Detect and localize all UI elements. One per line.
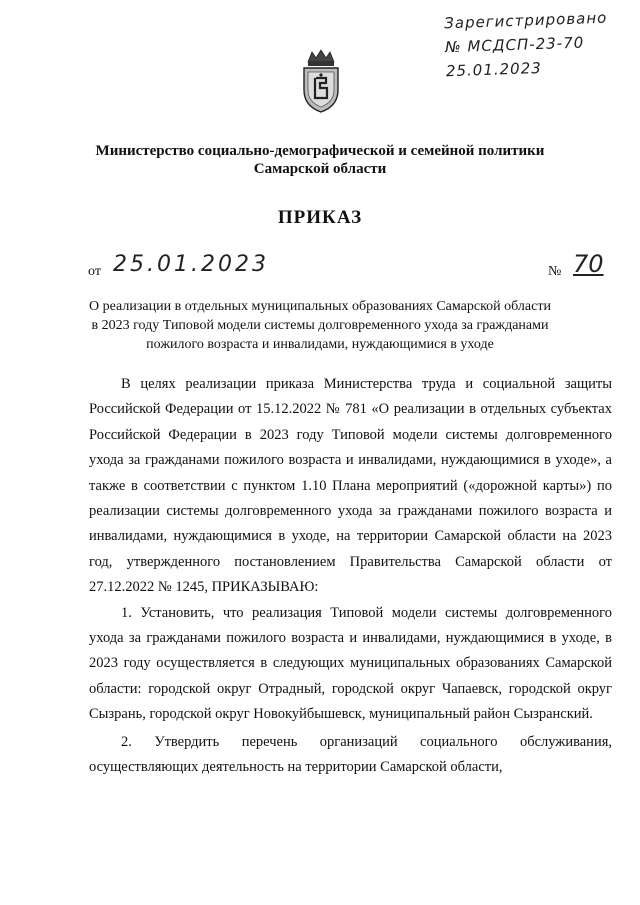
ministry-name xyxy=(60,142,580,178)
document-title: ПРИКАЗ xyxy=(277,207,363,228)
date-value: 25.01.2023 xyxy=(113,252,269,277)
order-date-number-row xyxy=(88,252,616,282)
stamp-line-3: 25.01.2023 xyxy=(445,58,543,81)
date-label: от xyxy=(88,264,101,279)
ministry-line-1: Министерство социально-демографической и семейной политики xyxy=(95,143,545,159)
number-value: 70 xyxy=(573,250,604,278)
number-label: № xyxy=(548,264,562,279)
coat-of-arms-icon xyxy=(298,48,344,114)
ministry-line-2: Самарской области xyxy=(253,161,387,177)
subject-line-3: пожилого возраста и инвалидами, нуждающимися в уходе xyxy=(146,337,494,352)
item-2-paragraph: 2. Утвердить перечень организаций социального обслуживания, осуществляющих деятельность на территории Самарской области, xyxy=(89,733,612,776)
stamp-line-1: Зарегистрировано xyxy=(443,8,608,33)
order-subject xyxy=(60,297,580,354)
subject-line-1: О реализации в отдельных муниципальных образованиях Самарской области xyxy=(89,299,551,314)
order-body xyxy=(89,372,612,781)
registration-stamp xyxy=(444,5,636,84)
item-1-paragraph: 1. Установить, что реализация Типовой модели системы долговременного ухода за гражданами пожилого возраста и инвалидами, нуждающимися в уходе, в 2023 году осуществляется в следующих муниципальных образованиях Самарской области: городской округ Отрадный, городской округ Чапаевск, городской округ Сызрань, городской округ Новокуйбышевск, муниципальный район Сызранский. xyxy=(89,604,612,723)
preamble-paragraph: В целях реализации приказа Министерства труда и социальной защиты Российской Федерации от 15.12.2022 № 781 «О реализации в отдельных субъектах Российской Федерации в 2023 году Типовой модели системы долговременного ухода за гражданами пожилого возраста и инвалидами, нуждающимися в уходе», а также в соответствии с пунктом 1.10 Плана мероприятий («дорожной карты») по реализации системы долговременного ухода за гражданами пожилого возраста и инвалидами, нуждающимися в уходе, на территории Самарской области на 2023 год, утвержденного постановлением Правительства Самарской области от 27.12.2022 № 1245, ПРИКАЗЫВАЮ: xyxy=(89,376,612,596)
stamp-line-2: № МСДСП-23-70 xyxy=(444,33,585,57)
subject-line-2: в 2023 году Типовой модели системы долговременного ухода за гражданами xyxy=(91,318,549,333)
